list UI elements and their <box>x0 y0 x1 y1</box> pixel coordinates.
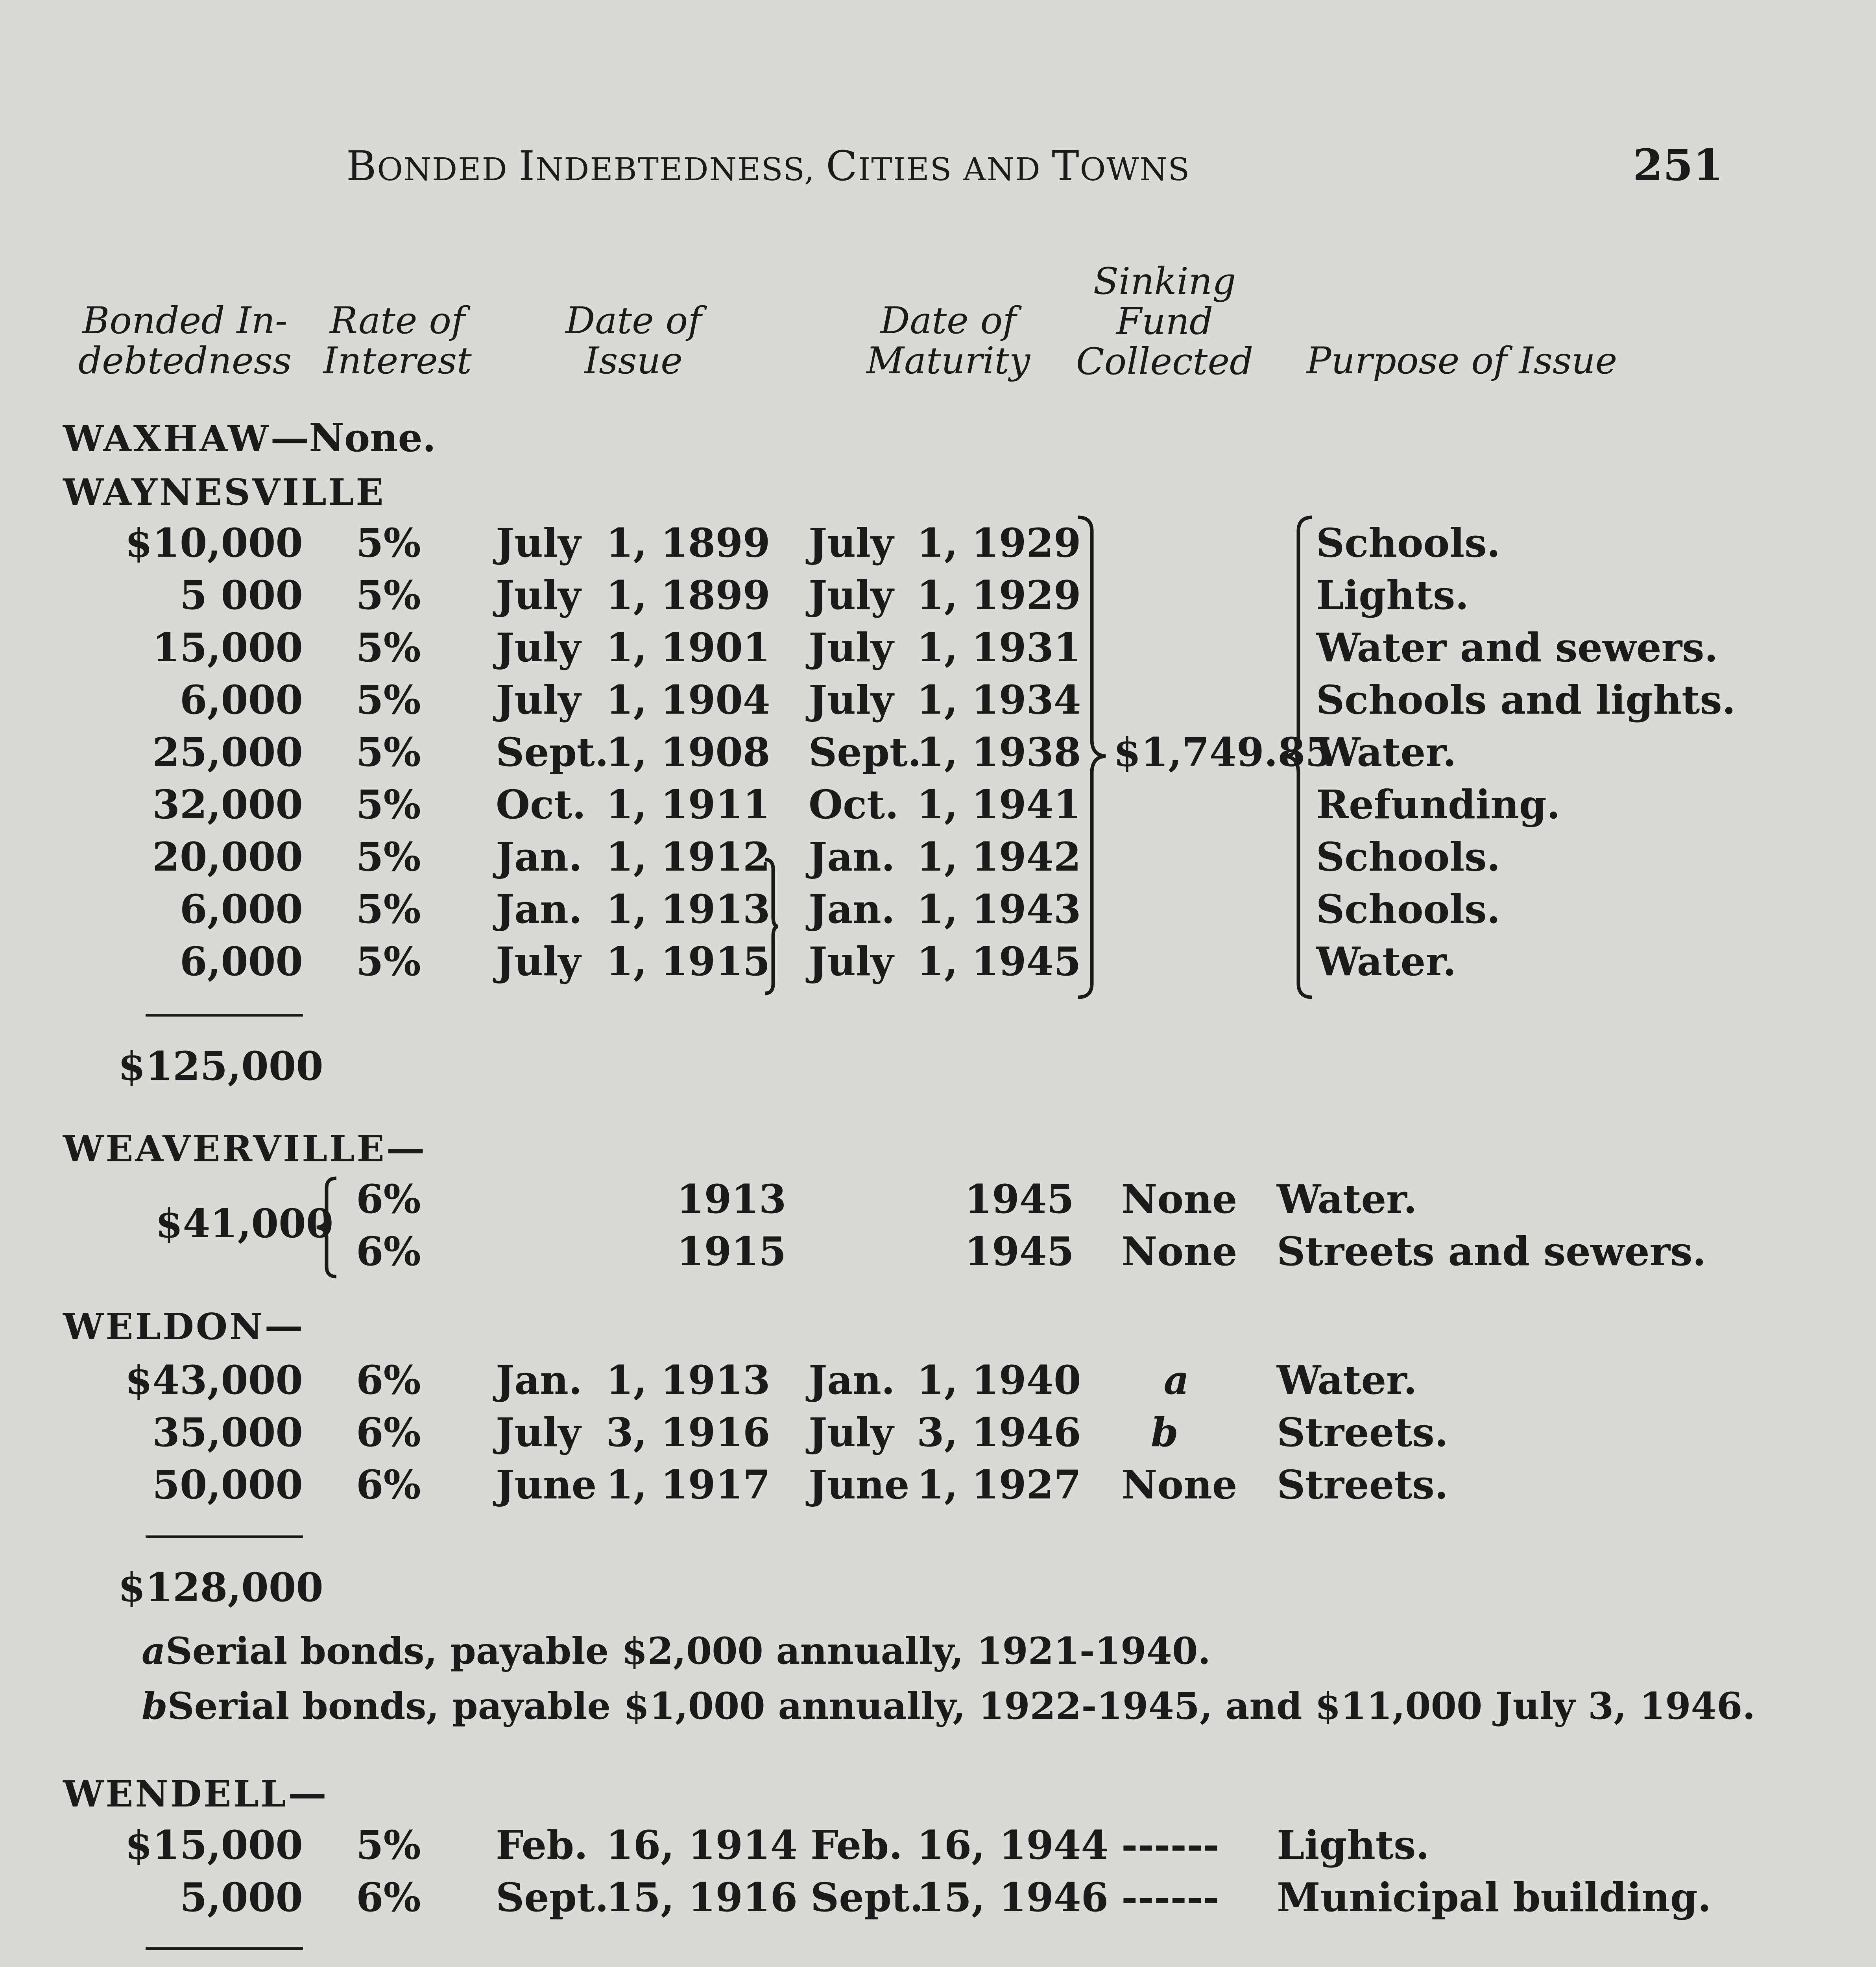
maturity-date: 1, 1929 <box>917 572 1081 618</box>
issue-date: 1, 1912 <box>606 834 770 880</box>
issue-month: Feb. <box>496 1822 588 1868</box>
issue-month: Oct. <box>496 781 586 828</box>
footnote: aSerial bonds, payable $2,000 annually, 1921-1940. <box>142 1629 1211 1673</box>
purpose: Water. <box>1316 938 1457 985</box>
bond-amount: 50,000 <box>152 1461 303 1508</box>
issue-date: 3, 1916 <box>606 1409 770 1456</box>
purpose: Schools. <box>1316 834 1501 880</box>
town-name-weaverville: WEAVERVILLE— <box>63 1126 425 1171</box>
bond-amount: $41,000 <box>155 1200 334 1247</box>
interest-rate: 5% <box>356 572 421 618</box>
maturity-month: July <box>809 572 894 618</box>
maturity-month: Oct. <box>809 781 899 828</box>
issue-date: 1, 1904 <box>606 677 770 723</box>
maturity-month: Jan. <box>809 886 895 932</box>
town-name-wendell: WENDELL— <box>63 1771 327 1816</box>
issue-month: July <box>496 1409 581 1456</box>
purpose: Refunding. <box>1316 781 1560 828</box>
purpose: Municipal building. <box>1277 1874 1712 1921</box>
interest-rate: 5% <box>356 729 421 775</box>
issue-date: 1, 1899 <box>606 572 770 618</box>
sinking-fund: b <box>1151 1409 1178 1456</box>
purpose: Lights. <box>1277 1822 1430 1868</box>
sinking-fund: ------ <box>1121 1874 1220 1921</box>
bond-amount: 6,000 <box>179 886 303 932</box>
issue-month: July <box>496 572 581 618</box>
issue-year: 1913 <box>677 1176 787 1222</box>
issue-month: July <box>496 624 581 671</box>
total-amount: $128,000 <box>118 1564 323 1611</box>
issue-date: 1, 1911 <box>606 781 770 828</box>
interest-rate: 5% <box>356 677 421 723</box>
bond-amount: 5 000 <box>179 572 303 618</box>
issue-date-brace <box>763 858 779 995</box>
issue-month: July <box>496 520 581 566</box>
maturity-date: 16, 1944 <box>917 1822 1109 1868</box>
purpose: Lights. <box>1316 572 1469 618</box>
purpose: Water. <box>1277 1176 1417 1222</box>
maturity-date: 1, 1940 <box>917 1357 1081 1403</box>
maturity-month: Jan. <box>809 834 895 880</box>
purpose: Water. <box>1316 729 1457 775</box>
total-rule <box>146 1535 303 1538</box>
interest-rate: 5% <box>356 886 421 932</box>
footnote: bSerial bonds, payable $1,000 annually, 1922-1945, and $11,000 July 3, 1946. <box>142 1685 1756 1728</box>
interest-rate: 5% <box>356 1822 421 1868</box>
maturity-brace <box>1076 515 1108 999</box>
issue-date: 1, 1913 <box>606 886 770 932</box>
issue-month: July <box>496 938 581 985</box>
issue-date: 1, 1899 <box>606 520 770 566</box>
total-amount: $125,000 <box>118 1043 323 1089</box>
purpose: Water. <box>1277 1357 1417 1403</box>
town-name-waxhaw: WAXHAW—None. <box>63 415 436 461</box>
sinking-fund-amount: $1,749.85 <box>1113 729 1333 775</box>
maturity-month: July <box>809 1409 894 1456</box>
bond-amount: $15,000 <box>125 1822 303 1868</box>
purpose: Water and sewers. <box>1316 624 1718 671</box>
maturity-year: 1945 <box>964 1176 1074 1222</box>
maturity-date: 15, 1946 <box>917 1874 1109 1921</box>
interest-rate: 6% <box>356 1874 421 1921</box>
interest-rate: 6% <box>356 1461 421 1508</box>
issue-month: Sept. <box>496 729 609 775</box>
purpose-brace <box>1283 515 1314 999</box>
column-header-date-of-issue: Date of Issue <box>565 299 702 382</box>
issue-month: July <box>496 677 581 723</box>
sinking-fund: a <box>1163 1357 1189 1403</box>
maturity-month: June <box>809 1461 910 1508</box>
maturity-date: 1, 1945 <box>917 938 1081 985</box>
issue-date: 1, 1901 <box>606 624 770 671</box>
maturity-date: 1, 1934 <box>917 677 1081 723</box>
issue-date: 16, 1914 <box>606 1822 798 1868</box>
bond-amount: 6,000 <box>179 677 303 723</box>
maturity-month: July <box>809 677 894 723</box>
maturity-date: 1, 1931 <box>917 624 1081 671</box>
bond-amount: 5,000 <box>179 1874 303 1921</box>
purpose: Schools and lights. <box>1316 677 1736 723</box>
issue-date: 1, 1915 <box>606 938 770 985</box>
interest-rate: 5% <box>356 834 421 880</box>
issue-month: Jan. <box>496 834 582 880</box>
rate-brace <box>315 1176 338 1279</box>
purpose: Streets and sewers. <box>1277 1228 1706 1275</box>
column-header-sinking-fund: Sinking Fund Collected <box>1076 260 1254 383</box>
maturity-date: 1, 1942 <box>917 834 1081 880</box>
interest-rate: 6% <box>356 1357 421 1403</box>
interest-rate: 6% <box>356 1228 421 1275</box>
issue-month: Jan. <box>496 886 582 932</box>
maturity-date: 1, 1927 <box>917 1461 1081 1508</box>
sinking-fund: None <box>1121 1461 1237 1508</box>
bond-amount: 32,000 <box>152 781 303 828</box>
interest-rate: 5% <box>356 520 421 566</box>
column-header-rate-of-interest: Rate of Interest <box>323 299 472 382</box>
bond-amount: 35,000 <box>152 1409 303 1456</box>
sinking-fund: None <box>1121 1176 1237 1222</box>
maturity-month: Sept. <box>811 1874 923 1921</box>
total-rule <box>146 1947 303 1950</box>
issue-date: 1, 1908 <box>606 729 770 775</box>
maturity-month: Sept. <box>809 729 921 775</box>
interest-rate: 6% <box>356 1176 421 1222</box>
sinking-fund: None <box>1121 1228 1237 1275</box>
purpose: Streets. <box>1277 1461 1448 1508</box>
maturity-month: Feb. <box>811 1822 903 1868</box>
maturity-month: July <box>809 938 894 985</box>
bond-amount: $10,000 <box>125 520 303 566</box>
town-name-weldon: WELDON— <box>63 1303 303 1349</box>
issue-month: Sept. <box>496 1874 609 1921</box>
issue-date: 1, 1917 <box>606 1461 770 1508</box>
purpose: Schools. <box>1316 886 1501 932</box>
interest-rate: 5% <box>356 624 421 671</box>
maturity-month: July <box>809 624 894 671</box>
column-header-date-of-maturity: Date of Maturity <box>866 299 1030 382</box>
column-header-purpose-of-issue: Purpose of Issue <box>1306 340 1617 382</box>
issue-date: 15, 1916 <box>606 1874 798 1921</box>
page-title: BONDED INDEBTEDNESS, CITIES AND TOWNS <box>346 142 1191 190</box>
bond-amount: 25,000 <box>152 729 303 775</box>
column-header-bonded-indebtedness: Bonded In- debtedness <box>78 299 292 382</box>
interest-rate: 5% <box>356 781 421 828</box>
purpose: Schools. <box>1316 520 1501 566</box>
issue-date: 1, 1913 <box>606 1357 770 1403</box>
maturity-date: 1, 1941 <box>917 781 1081 828</box>
maturity-date: 1, 1943 <box>917 886 1081 932</box>
interest-rate: 6% <box>356 1409 421 1456</box>
bond-amount: $43,000 <box>125 1357 303 1403</box>
issue-year: 1915 <box>677 1228 787 1275</box>
maturity-month: July <box>809 520 894 566</box>
interest-rate: 5% <box>356 938 421 985</box>
town-name-waynesville: WAYNESVILLE <box>63 471 386 513</box>
maturity-date: 1, 1938 <box>917 729 1081 775</box>
maturity-year: 1945 <box>964 1228 1074 1275</box>
bond-amount: 6,000 <box>179 938 303 985</box>
maturity-date: 3, 1946 <box>917 1409 1081 1456</box>
sinking-fund: ------ <box>1121 1822 1220 1868</box>
maturity-month: Jan. <box>809 1357 895 1403</box>
bond-amount: 20,000 <box>152 834 303 880</box>
issue-month: Jan. <box>496 1357 582 1403</box>
total-rule <box>146 1014 303 1017</box>
issue-month: June <box>496 1461 597 1508</box>
maturity-date: 1, 1929 <box>917 520 1081 566</box>
page-number: 251 <box>1633 140 1723 190</box>
purpose: Streets. <box>1277 1409 1448 1456</box>
bond-amount: 15,000 <box>152 624 303 671</box>
